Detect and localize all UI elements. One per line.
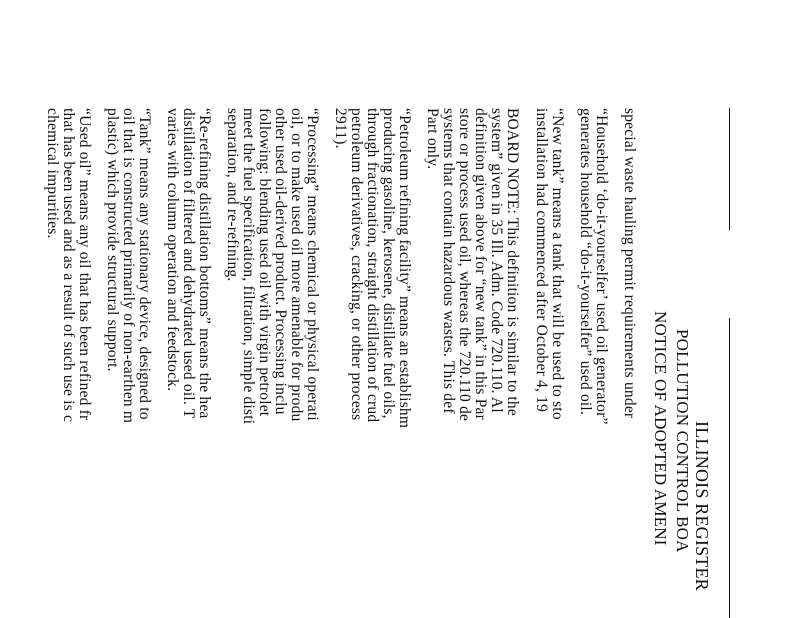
body-line: “Processing” means chemical or physical operati	[304, 108, 321, 421]
header-rule-long	[729, 318, 730, 618]
body-line: “Household ‘do-it-yourselfer’ used oil generator”	[593, 108, 610, 425]
body-line: generates household “do-it-yourselfer” used oil.	[577, 108, 594, 416]
rotated-document	[44, 108, 712, 608]
body-line: producing gasoline, kerosene, distillate fuel oils,	[380, 108, 397, 419]
body-line: separation, and re-refining.	[224, 108, 241, 282]
body-line: systems that contain hazardous wastes. This def	[440, 108, 457, 414]
body-line: installation had commenced after October 4, 19	[533, 108, 550, 413]
body-line: special waste hauling permit requirements under	[621, 108, 638, 419]
body-line: BOARD NOTE: This definition is similar to the	[504, 108, 521, 416]
body-line: that has been used and as a result of such use is c	[60, 108, 77, 423]
body-line: store or process used oil, whereas the 720.110 de	[456, 108, 473, 422]
body-line: chemical impurities.	[44, 108, 61, 239]
body-line: “Tank” means any stationary device, designed to	[136, 108, 153, 420]
body-line: Part only.	[424, 108, 441, 170]
notice-title: NOTICE OF ADOPTED AMENI	[651, 311, 670, 546]
register-title: ILLINOIS REGISTER	[692, 421, 712, 591]
body-line: oil that is constructed primarily of non-earthen m	[120, 108, 137, 424]
body-line: “Re-refining distillation bottoms” means the hea	[196, 108, 213, 419]
header-rule-short	[729, 108, 730, 230]
body-line: meet the fuel specification, filtration, simple disti	[240, 108, 257, 425]
body-line: through fractionation, straight distillation of crud	[364, 108, 381, 423]
body-line: “Used oil” means any oil that has been refined fr	[76, 108, 93, 421]
body-line: 2911).	[332, 108, 349, 149]
body-line: oil, or to make used oil more amenable for produ	[288, 108, 305, 422]
body-line: system” given in 35 Ill. Adm. Code 720.110. Al	[488, 108, 505, 413]
body-line: “Petroleum refining facility” means an establishm	[396, 108, 413, 429]
body-line: definition given above for “new tank” in this Par	[472, 108, 489, 420]
body-line: “New tank” means a tank that will be used to sto	[549, 108, 566, 420]
body-line: plastic) which provide structural support.	[104, 108, 121, 372]
body-line: distillation of filtered and dehydrated used oil. T	[180, 108, 197, 419]
body-line: following: blending used oil with virgin petrolet	[256, 108, 273, 417]
body-line: varies with column operation and feedstock.	[164, 108, 181, 392]
board-title: POLLUTION CONTROL BOA	[673, 329, 692, 553]
body-line: other used oil-derived product. Processing inclu	[272, 108, 289, 415]
body-line: petroleum derivatives, cracking, or other process	[348, 108, 365, 421]
